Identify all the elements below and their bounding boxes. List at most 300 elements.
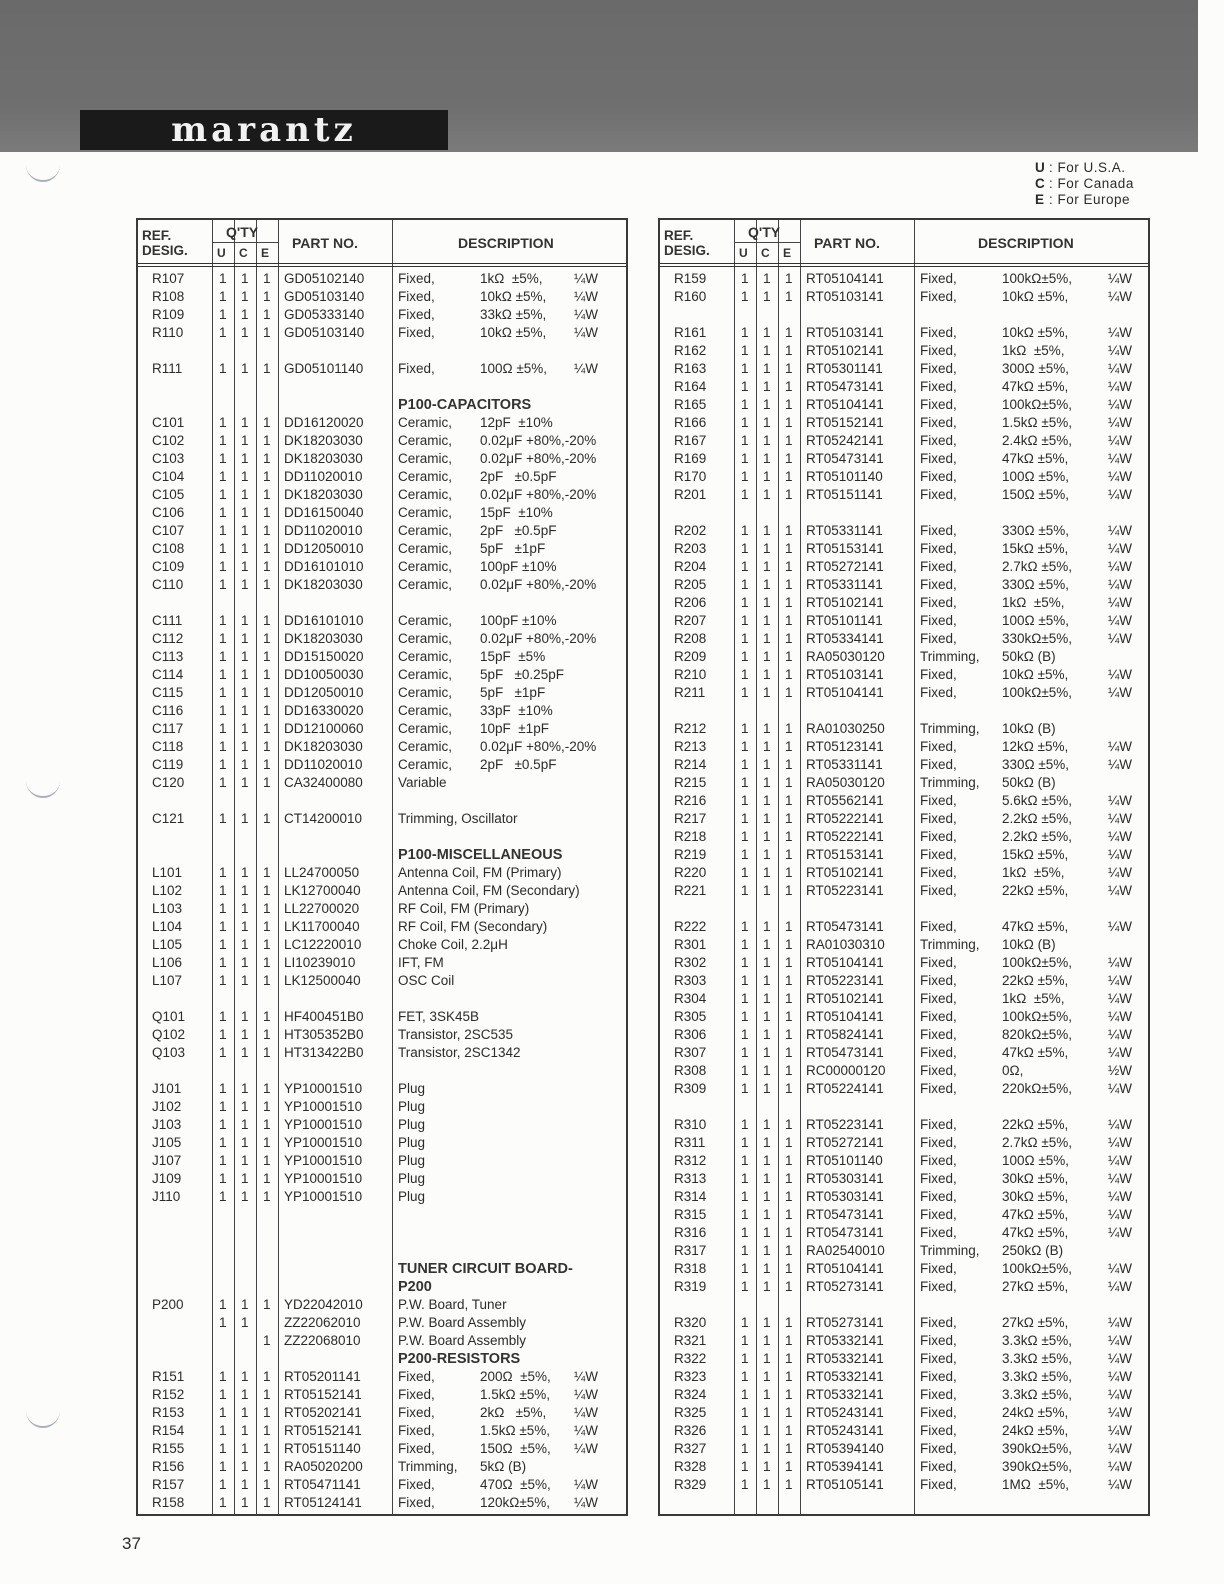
qty-c: 1 (241, 577, 249, 592)
desc-value: 0.02μF +80%,-20% (480, 487, 597, 502)
desc-value: 5.6kΩ ±5%, (1002, 793, 1073, 808)
qty-c: 1 (241, 487, 249, 502)
ref-desig: R170 (674, 469, 707, 484)
qty-c: 1 (241, 559, 249, 574)
desc-value: 100kΩ±5%, (1002, 685, 1073, 700)
desc-wattage: ¼W (1108, 847, 1133, 862)
desc-value: 220kΩ±5%, (1002, 1081, 1073, 1096)
qty-e: 1 (263, 1189, 271, 1204)
desc-value: 12pF ±10% (480, 415, 553, 430)
header-divider (660, 263, 1148, 264)
qty-u: 1 (741, 325, 749, 340)
ref-desig: R214 (674, 757, 707, 772)
part-number: GD05333140 (284, 307, 365, 322)
desc-wattage: ¼W (1108, 919, 1133, 934)
qty-c: 1 (241, 667, 249, 682)
table-row (138, 612, 626, 630)
qty-e: 1 (263, 415, 271, 430)
table-row (660, 1242, 1148, 1260)
qty-e: 1 (785, 883, 793, 898)
desc-value: 1.5kΩ ±5%, (480, 1387, 551, 1402)
table-row (138, 864, 626, 882)
qty-e: 1 (785, 847, 793, 862)
desc-value: 2.7kΩ ±5%, (1002, 1135, 1073, 1150)
marantz-logo: marantz (80, 110, 448, 150)
desc-wattage: ¼W (1108, 469, 1133, 484)
qty-c: 1 (241, 451, 249, 466)
qty-e: 1 (263, 1153, 271, 1168)
qty-e: 1 (785, 757, 793, 772)
part-number: RT05101140 (806, 1153, 883, 1168)
desc-value: 0.02μF +80%,-20% (480, 739, 597, 754)
desc-type: Ceramic, (398, 631, 453, 646)
desc-value: 2.2kΩ ±5%, (1002, 829, 1073, 844)
part-number: RT05303141 (806, 1189, 884, 1204)
qty-c: 1 (763, 1315, 771, 1330)
ref-desig: R218 (674, 829, 707, 844)
qty-c: 1 (241, 505, 249, 520)
desc-value: 50kΩ (B) (1002, 649, 1056, 664)
desc-value: 10kΩ (B) (1002, 937, 1056, 952)
qty-u: 1 (741, 775, 749, 790)
desc-wattage: ¼W (1108, 1369, 1133, 1384)
table-row (138, 810, 626, 828)
desc-value: 100Ω ±5%, (1002, 613, 1070, 628)
qty-u: 1 (741, 1261, 749, 1276)
desc-type: Fixed, (920, 541, 957, 556)
table-row (660, 270, 1148, 288)
part-number: RA01030250 (806, 721, 885, 736)
qty-u: 1 (741, 1189, 749, 1204)
part-number: YP10001510 (284, 1099, 363, 1114)
desc-type: Fixed, (920, 523, 957, 538)
qty-e: 1 (263, 703, 271, 718)
header-description: DESCRIPTION (458, 235, 554, 251)
part-number: RT05473141 (806, 1045, 884, 1060)
table-row (660, 1206, 1148, 1224)
desc-wattage: ¼W (1108, 487, 1133, 502)
qty-u: 1 (741, 1243, 749, 1258)
desc-wattage: ¼W (1108, 1171, 1133, 1186)
qty-e: 1 (785, 775, 793, 790)
part-number: LK12700040 (284, 883, 361, 898)
ref-desig: Q103 (152, 1045, 186, 1060)
qty-u: 1 (219, 1441, 227, 1456)
desc-wattage: ¼W (1108, 811, 1133, 826)
qty-u: 1 (219, 757, 227, 772)
desc-wattage: ¼W (1108, 667, 1133, 682)
part-number: RT05242141 (806, 433, 884, 448)
qty-u: 1 (219, 1315, 227, 1330)
desc-value: 2.2kΩ ±5%, (1002, 811, 1073, 826)
table-row (138, 558, 626, 576)
ref-desig: C102 (152, 433, 185, 448)
qty-c: 1 (763, 955, 771, 970)
qty-e: 1 (785, 1045, 793, 1060)
ref-desig: J102 (152, 1099, 182, 1114)
qty-c: 1 (763, 919, 771, 934)
qty-e: 1 (785, 1189, 793, 1204)
qty-c: 1 (763, 1243, 771, 1258)
desc-wattage: ¼W (1108, 1459, 1133, 1474)
header-ref: REF. (664, 228, 694, 243)
part-number: RT05104141 (806, 271, 884, 286)
ref-desig: C112 (152, 631, 184, 646)
desc-type: Fixed, (920, 1225, 957, 1240)
qty-c: 1 (241, 613, 249, 628)
part-number: YP10001510 (284, 1081, 363, 1096)
part-number: RT05102141 (806, 991, 884, 1006)
qty-e: 1 (785, 1387, 793, 1402)
header-ref: REF. (142, 228, 172, 243)
qty-c: 1 (763, 811, 771, 826)
desc-type: Fixed, (920, 1279, 957, 1294)
table-row (660, 576, 1148, 594)
table-row (138, 720, 626, 738)
desc-type: P.W. Board Assembly (398, 1333, 527, 1348)
qty-u: 1 (741, 1441, 749, 1456)
desc-wattage: ¼W (574, 307, 599, 322)
part-number: RT05201141 (284, 1369, 361, 1384)
desc-wattage: ¼W (1108, 955, 1133, 970)
ref-desig: R215 (674, 775, 707, 790)
qty-e: 1 (785, 829, 793, 844)
table-row (660, 792, 1148, 810)
desc-type: Fixed, (920, 1261, 957, 1276)
qty-u: 1 (741, 379, 749, 394)
qty-c: 1 (241, 883, 249, 898)
header-qty: Q'TY (748, 224, 781, 240)
qty-c: 1 (763, 1207, 771, 1222)
desc-type: RF Coil, FM (Secondary) (398, 919, 548, 934)
qty-u: 1 (741, 1153, 749, 1168)
part-number: RT05332141 (806, 1387, 884, 1402)
desc-type: Fixed, (398, 289, 435, 304)
desc-value: 330Ω ±5%, (1002, 757, 1070, 772)
desc-value: 24kΩ ±5%, (1002, 1423, 1069, 1438)
table-row (138, 270, 626, 288)
qty-u: 1 (741, 955, 749, 970)
desc-type: Fixed, (398, 1405, 435, 1420)
qty-c: 1 (763, 289, 771, 304)
header-qty: Q'TY (226, 224, 259, 240)
desc-value: 15pF ±5% (480, 649, 546, 664)
ref-desig: R302 (674, 955, 707, 970)
qty-c: 1 (763, 379, 771, 394)
qty-u: 1 (219, 361, 227, 376)
qty-e: 1 (263, 685, 271, 700)
desc-type: Trimming, (920, 649, 980, 664)
ref-desig: R303 (674, 973, 707, 988)
ref-desig: R155 (152, 1441, 185, 1456)
desc-type: Fixed, (920, 1189, 957, 1204)
qty-u: 1 (741, 559, 749, 574)
table-row (660, 540, 1148, 558)
qty-e: 1 (263, 325, 271, 340)
ref-desig: L103 (152, 901, 183, 916)
qty-c: 1 (763, 1441, 771, 1456)
part-number: RT05103141 (806, 289, 884, 304)
qty-u: 1 (219, 1387, 227, 1402)
desc-type: RF Coil, FM (Primary) (398, 901, 530, 916)
qty-c: 1 (241, 919, 249, 934)
qty-c: 1 (241, 271, 249, 286)
part-number: DK18203030 (284, 433, 363, 448)
table-row (660, 1314, 1148, 1332)
desc-wattage: ¼W (1108, 1153, 1133, 1168)
part-number: DD11020010 (284, 469, 363, 484)
table-row (138, 1008, 626, 1026)
qty-c: 1 (763, 361, 771, 376)
desc-value: 47kΩ ±5%, (1002, 1207, 1069, 1222)
desc-wattage: ¼W (574, 289, 599, 304)
table-row (660, 378, 1148, 396)
qty-e: 1 (785, 1117, 793, 1132)
qty-c: 1 (763, 1153, 771, 1168)
part-number: RA05030120 (806, 775, 885, 790)
qty-u: 1 (741, 757, 749, 772)
ref-desig: R311 (674, 1135, 706, 1150)
region-legend (1035, 160, 1134, 208)
table-row (660, 774, 1148, 792)
qty-u: 1 (741, 739, 749, 754)
header-desig: DESIG. (142, 243, 188, 258)
part-number: RT05272141 (806, 559, 884, 574)
qty-e: 1 (785, 1207, 793, 1222)
header-c: C (761, 246, 770, 260)
qty-u: 1 (741, 1045, 749, 1060)
qty-u: 1 (741, 721, 749, 736)
part-number: CA32400080 (284, 775, 363, 790)
table-row (138, 936, 626, 954)
qty-u: 1 (741, 1333, 749, 1348)
part-number: RT05103141 (806, 325, 884, 340)
qty-c: 1 (241, 703, 249, 718)
desc-value: 2pF ±0.5pF (480, 757, 557, 772)
qty-e: 1 (263, 1009, 271, 1024)
qty-e: 1 (785, 559, 793, 574)
qty-e: 1 (785, 1261, 793, 1276)
qty-e: 1 (263, 1441, 271, 1456)
qty-u: 1 (219, 739, 227, 754)
qty-e: 1 (785, 1009, 793, 1024)
ref-desig: C111 (152, 613, 183, 628)
qty-e: 1 (785, 631, 793, 646)
part-number: DD16120020 (284, 415, 364, 430)
table-row (660, 666, 1148, 684)
desc-type: Plug (398, 1171, 426, 1186)
qty-u: 1 (741, 397, 749, 412)
table-row (138, 450, 626, 468)
qty-u: 1 (741, 1225, 749, 1240)
ref-desig: R202 (674, 523, 707, 538)
qty-c: 1 (763, 487, 771, 502)
qty-e: 1 (785, 397, 793, 412)
qty-c: 1 (763, 1135, 771, 1150)
ref-desig: L107 (152, 973, 183, 988)
table-row (138, 1314, 626, 1332)
part-number: RT05394141 (806, 1459, 884, 1474)
qty-u: 1 (741, 811, 749, 826)
table-row (138, 648, 626, 666)
part-number: GD05101140 (284, 361, 364, 376)
desc-value: 100kΩ±5%, (1002, 271, 1073, 286)
qty-c: 1 (763, 1369, 771, 1384)
qty-c: 1 (763, 757, 771, 772)
qty-u: 1 (219, 613, 227, 628)
part-number: RT05273141 (806, 1315, 884, 1330)
ref-desig: R304 (674, 991, 707, 1006)
qty-u: 1 (741, 469, 749, 484)
ref-desig: C113 (152, 649, 184, 664)
qty-c: 1 (763, 1189, 771, 1204)
desc-value: 5pF ±1pF (480, 685, 546, 700)
desc-type: Plug (398, 1099, 426, 1114)
table-row (660, 972, 1148, 990)
binder-hole-mark (26, 152, 60, 182)
header-u: U (739, 246, 748, 260)
desc-value: 2.4kΩ ±5%, (1002, 433, 1073, 448)
desc-type: Ceramic, (398, 433, 453, 448)
desc-type: Fixed, (920, 955, 957, 970)
qty-u: 1 (219, 649, 227, 664)
qty-c: 1 (763, 1171, 771, 1186)
part-number: RT05334141 (806, 631, 884, 646)
qty-c: 1 (763, 433, 771, 448)
desc-type: Fixed, (920, 667, 957, 682)
qty-c: 1 (763, 667, 771, 682)
desc-type: Trimming, (398, 1459, 458, 1474)
desc-type: P.W. Board, Tuner (398, 1297, 507, 1312)
desc-type: Ceramic, (398, 667, 453, 682)
table-row (138, 918, 626, 936)
qty-e: 1 (263, 667, 271, 682)
ref-desig: R320 (674, 1315, 707, 1330)
qty-e: 1 (263, 487, 271, 502)
header-divider (138, 263, 626, 264)
qty-e: 1 (785, 1351, 793, 1366)
desc-value: 22kΩ ±5%, (1002, 1117, 1069, 1132)
ref-desig: R319 (674, 1279, 707, 1294)
ref-desig: C119 (152, 757, 184, 772)
table-row (660, 882, 1148, 900)
table-row (138, 1026, 626, 1044)
part-number: DK18203030 (284, 577, 363, 592)
ref-desig: L101 (152, 865, 183, 880)
desc-type: Fixed, (920, 631, 957, 646)
part-number: RA02540010 (806, 1243, 885, 1258)
desc-value: 390kΩ±5%, (1002, 1441, 1073, 1456)
qty-c: 1 (763, 577, 771, 592)
table-row (138, 1044, 626, 1062)
qty-u: 1 (219, 271, 227, 286)
table-row (138, 1188, 626, 1206)
table-row (660, 936, 1148, 954)
desc-value: 33kΩ ±5%, (480, 307, 547, 322)
qty-u: 1 (219, 523, 227, 538)
desc-type: Fixed, (920, 1405, 957, 1420)
desc-value: 120kΩ±5%, (480, 1495, 551, 1510)
ref-desig: R164 (674, 379, 707, 394)
qty-c: 1 (763, 1423, 771, 1438)
qty-e: 1 (785, 1423, 793, 1438)
desc-wattage: ¼W (1108, 1045, 1133, 1060)
table-row (138, 1476, 626, 1494)
desc-type: Fixed, (920, 1477, 957, 1492)
qty-e: 1 (785, 1279, 793, 1294)
qty-c: 1 (241, 1027, 249, 1042)
desc-type: Fixed, (920, 1441, 957, 1456)
table-row (660, 846, 1148, 864)
desc-wattage: ¼W (574, 1423, 599, 1438)
qty-c: 1 (241, 1495, 249, 1510)
part-number: YD22042010 (284, 1297, 363, 1312)
ref-desig: C101 (152, 415, 185, 430)
qty-u: 1 (741, 451, 749, 466)
desc-type: IFT, FM (398, 955, 444, 970)
desc-wattage: ¼W (1108, 577, 1133, 592)
desc-type: Fixed, (920, 1171, 957, 1186)
part-number: YP10001510 (284, 1135, 363, 1150)
desc-type: Fixed, (920, 325, 957, 340)
qty-e: 1 (785, 523, 793, 538)
desc-type: Fixed, (920, 559, 957, 574)
part-number: LC12220010 (284, 937, 362, 952)
binder-hole-mark (26, 1398, 60, 1428)
part-number: DD16330020 (284, 703, 364, 718)
qty-u: 1 (741, 271, 749, 286)
desc-value: 100Ω ±5%, (480, 361, 548, 376)
qty-e: 1 (785, 271, 793, 286)
qty-e: 1 (263, 1297, 271, 1312)
ref-desig: R315 (674, 1207, 707, 1222)
ref-desig: C117 (152, 721, 184, 736)
desc-wattage: ¼W (1108, 1135, 1133, 1150)
qty-c: 1 (241, 523, 249, 538)
table-row (660, 288, 1148, 306)
qty-e: 1 (785, 1459, 793, 1474)
desc-type: Fixed, (920, 1081, 957, 1096)
part-number: DK18203030 (284, 487, 363, 502)
qty-u: 1 (219, 1135, 227, 1150)
qty-c: 1 (763, 847, 771, 862)
desc-type: Ceramic, (398, 469, 453, 484)
desc-type: Fixed, (398, 1387, 435, 1402)
desc-value: 100kΩ±5%, (1002, 1261, 1073, 1276)
desc-wattage: ¼W (1108, 757, 1133, 772)
part-number: RC00000120 (806, 1063, 886, 1078)
desc-value: 1kΩ ±5%, (1002, 343, 1065, 358)
qty-u: 1 (219, 487, 227, 502)
ref-desig: C115 (152, 685, 184, 700)
desc-type: Fixed, (920, 1369, 957, 1384)
desc-type: Transistor, 2SC1342 (398, 1045, 521, 1060)
ref-desig: R307 (674, 1045, 707, 1060)
qty-c: 1 (241, 1135, 249, 1150)
ref-desig: R111 (152, 361, 183, 376)
qty-u: 1 (219, 865, 227, 880)
table-row (138, 1296, 626, 1314)
desc-type: Fixed, (920, 1387, 957, 1402)
section-heading: P200-RESISTORS (398, 1351, 521, 1367)
table-row (660, 360, 1148, 378)
desc-type: Fixed, (920, 1027, 957, 1042)
table-row (138, 288, 626, 306)
section-heading: P100-MISCELLANEOUS (398, 847, 563, 863)
qty-e: 1 (263, 289, 271, 304)
qty-u: 1 (219, 775, 227, 790)
qty-c: 1 (763, 649, 771, 664)
